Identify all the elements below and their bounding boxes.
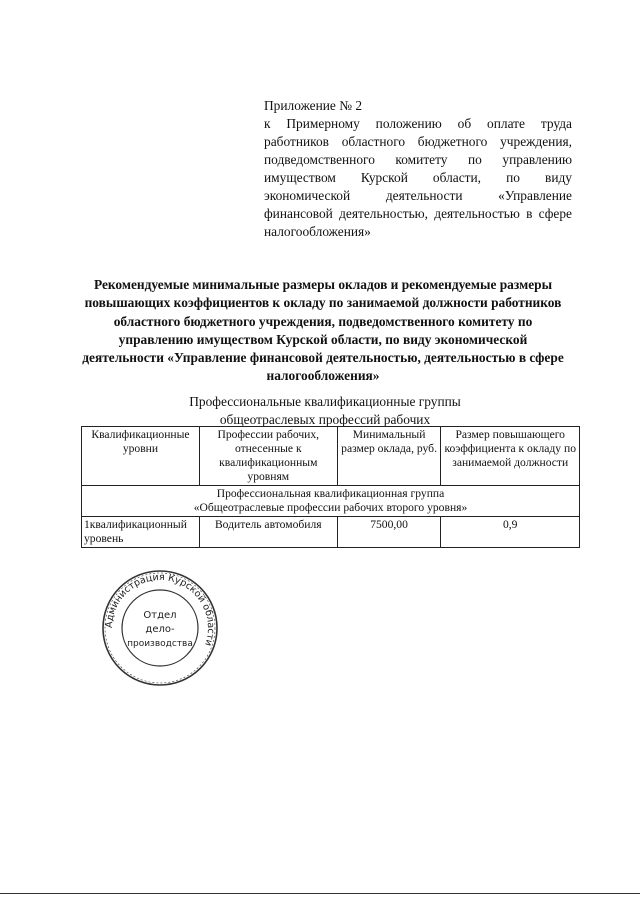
header-levels: Квалификационные уровни [82,427,200,486]
group-label-line1: Профессиональная квалификационная группа [216,487,445,500]
cell-level: 1квалификационный уровень [82,517,200,548]
stamp-outer-text: Администрация Курской области [103,571,217,648]
document-heading: Рекомендуемые минимальные размеры окладов и рекомендуемые размеры повышающих коэффициентов к окладу по занимаемой должности работников областного бюджетного учреждения, подведомственного комитету по управлению имуществом Курской области, по виду экономической деятельности «Управление финансовой деятельностью, деятельностью в сфере налогообложения» [82,277,564,384]
table-header-row [82,427,580,486]
cell-coefficient: 0,9 [441,517,580,548]
office-stamp [98,568,222,688]
group-label [82,486,580,517]
bottom-rule [0,893,640,894]
table-row [82,517,580,548]
salary-table [81,426,580,548]
annex-title: Приложение № 2 [264,98,363,113]
stamp-line1: Отдел [143,610,177,621]
groups-title-line2: общеотраслевых профессий рабочих [219,412,431,427]
header-min-salary: Минимальный размер оклада, руб. [337,427,441,486]
group-row [82,486,580,517]
group-label-line2: «Общеотраслевые профессии рабочих второго уровня» [193,501,468,514]
groups-title-line1: Профессиональные квалификационные группы [189,394,461,409]
stamp-line2: дело- [145,624,175,635]
annex-text: к Примерному положению об оплате труда работников областного бюджетного учреждения, подведомственного комитету по управлению имуществом Курской области, по виду экономической деятельности «Управление финансовой деятельностью, деятельностью в сфере налогообложения» [264,116,572,239]
cell-profession: Водитель автомобиля [199,517,337,548]
groups-title [130,393,520,429]
cell-salary: 7500,00 [337,517,441,548]
header-coefficient: Размер повышающего коэффициента к окладу по занимаемой должности [441,427,580,486]
annex-block [264,97,572,241]
header-professions: Профессии рабочих, отнесенные к квалификационным уровням [199,427,337,486]
stamp-line3: производства [127,639,193,649]
